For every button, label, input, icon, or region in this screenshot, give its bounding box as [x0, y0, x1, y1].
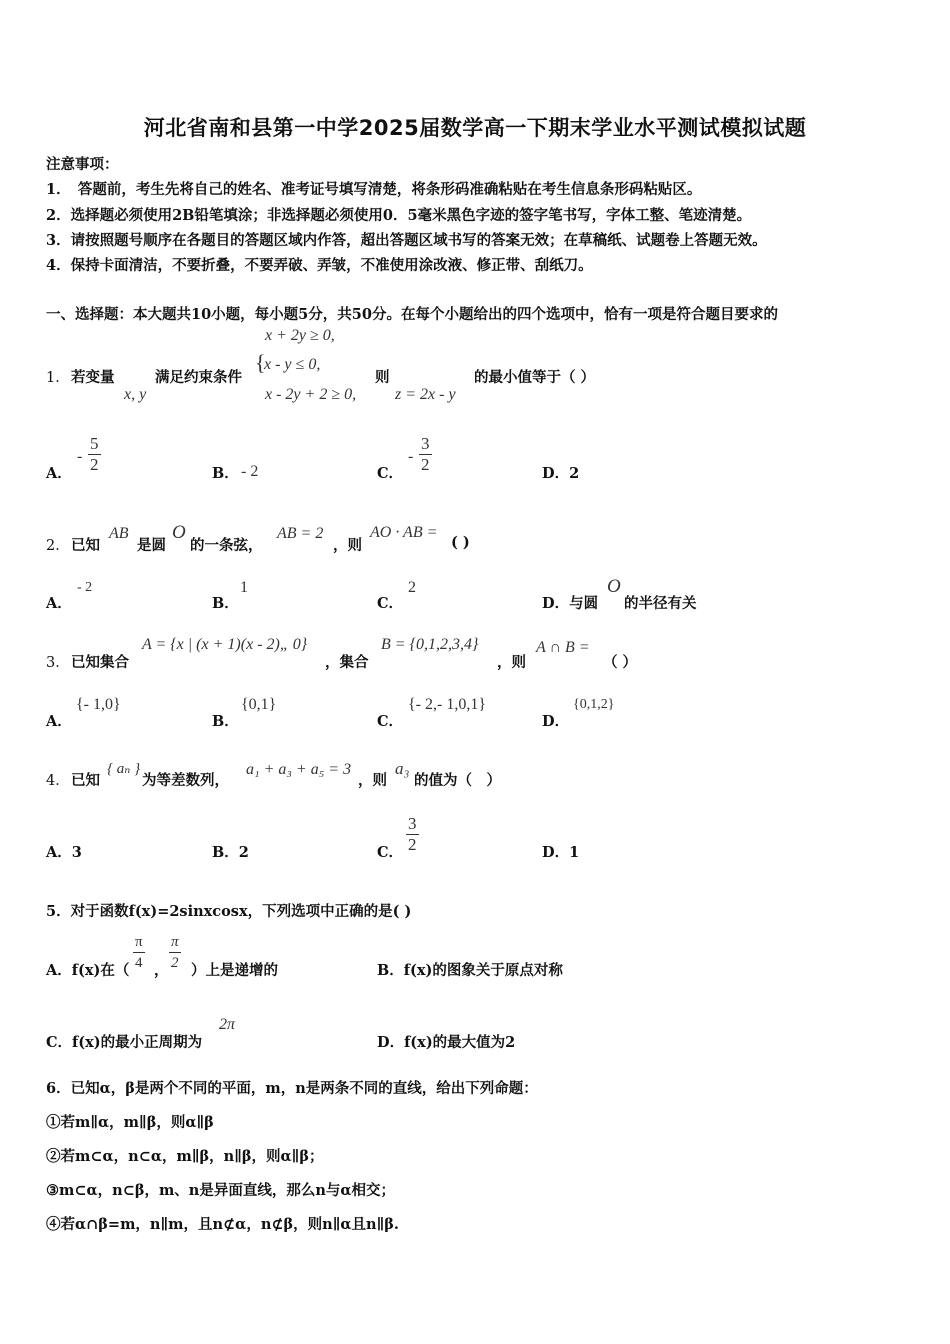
q4-text-1: 已知 [71, 772, 100, 789]
q4-option-c-fraction: $\frac{3}{2}$ [408, 814, 417, 854]
q2-option-a-label: A． [46, 595, 72, 612]
q4-option-b: B．2 [212, 844, 249, 861]
q2-option-d-text: D．与圆 [542, 595, 599, 612]
notice-item-4: 4．保持卡面清洁，不要折叠，不要弄破、弄皱，不准使用涂改液、修正带、刮纸刀。 [46, 257, 593, 274]
q1-option-b-value: - 2 [241, 463, 259, 480]
q1-objective: z = 2x - y [395, 386, 456, 403]
q2-number: 2． [46, 538, 70, 554]
q1-option-d: D．2 [542, 465, 580, 482]
q5-option-a-comma: ， [154, 962, 169, 979]
q3-option-c-value: {- 2,- 1,0,1} [408, 696, 487, 713]
q4-text-2: 为等差数列， [142, 772, 229, 789]
notice-item-2: 2．选择题必须使用2B铅笔填涂；非选择题必须使用0．5毫米黑色字迹的签字笔书写，字体工整、笔迹清楚。 [46, 207, 752, 224]
q3-option-d-value: {0,1,2} [573, 697, 615, 712]
q3-option-c-label: C． [377, 713, 404, 730]
q4-text-4: 的值为（ ） [414, 772, 501, 789]
q2-text-3: 的一条弦， [190, 537, 263, 554]
q2-option-c-value: 2 [408, 579, 416, 596]
q6-proposition-4: ④若α∩β=m，n∥m，且n⊄α，n⊄β，则n∥α且n∥β. [46, 1216, 399, 1233]
q1-vars: x, y [124, 386, 147, 403]
q5-option-a-fraction-1: $\frac{\pi}{4}$ [135, 934, 143, 971]
notice-heading: 注意事项： [46, 156, 119, 173]
q4-sequence: { aₙ } [107, 761, 141, 777]
q3-option-b-label: B． [212, 713, 239, 730]
page-title: 河北省南和县第一中学2025届数学高一下期末学业水平测试模拟试题 [143, 116, 807, 140]
q3-text-1: 已知集合 [71, 654, 129, 671]
q2-equation: AB = 2 [277, 525, 324, 542]
q1-constraint-3: x - 2y + 2 ≥ 0, [265, 386, 357, 403]
q5-option-d: D．f(x)的最大值为2 [377, 1034, 516, 1051]
q3-set-b: B = {0,1,2,3,4} [381, 636, 479, 653]
q4-text-3: ，则 [358, 772, 387, 789]
q2-dot-product: AO · AB = [370, 524, 438, 541]
q1-option-a-fraction: $\frac{5}{2}$ [90, 434, 99, 474]
q1-option-c-sign: - [408, 448, 414, 465]
q4-equation: a₁ + a₃ + a₅ = 3 [246, 761, 352, 778]
q5-option-c-value: 2π [219, 1016, 236, 1033]
q1-option-b-label: B． [212, 465, 239, 482]
q2-option-a-value: - 2 [77, 580, 93, 595]
q6-proposition-2: ②若m⊂α，n⊂α，m∥β，n∥β，则α∥β； [46, 1148, 324, 1165]
q5-option-b: B．f(x)的图象关于原点对称 [377, 962, 563, 979]
q1-constraint-2: x - y ≤ 0, [264, 356, 321, 373]
q2-text-1: 已知 [71, 537, 100, 554]
q1-option-c-fraction: $\frac{3}{2}$ [421, 434, 430, 474]
q3-intersection: A ∩ B = [536, 639, 590, 656]
q2-text-2: 是圆 [137, 537, 166, 554]
q5-option-c: C．f(x)的最小正周期为 [46, 1034, 203, 1051]
q1-text-3: 则 [375, 369, 390, 386]
q1-option-c-label: C． [377, 465, 404, 482]
q1-text-4: 的最小值等于（ ） [474, 369, 596, 386]
q3-number: 3． [46, 655, 70, 671]
q1-text-2: 满足约束条件 [155, 369, 242, 386]
q2-o: O [172, 522, 186, 543]
q5-option-a-post: ）上是递增的 [191, 962, 278, 979]
q3-set-a: A = {x | (x + 1)(x - 2)„ 0} [142, 636, 308, 653]
q4-number: 4． [46, 773, 70, 789]
q2-text-4: ，则 [333, 537, 362, 554]
q2-text-5: ( ) [451, 534, 470, 551]
q3-option-b-value: {0,1} [241, 696, 277, 713]
q5-option-a-fraction-2: $\frac{\pi}{2}$ [171, 934, 179, 971]
q3-text-3: ，则 [497, 654, 526, 671]
q2-option-c-label: C． [377, 595, 404, 612]
notice-item-1: 1． 答题前，考生先将自己的姓名、准考证号填写清楚，将条形码准确粘贴在考生信息条形码粘贴区。 [46, 181, 702, 198]
q6-proposition-3: ③m⊂α，n⊂β，m、n是异面直线，那么n与α相交； [46, 1182, 396, 1199]
q4-option-d: D．1 [542, 844, 580, 861]
q6-proposition-1: ①若m∥α，m∥β，则α∥β [46, 1114, 214, 1131]
q1-text-1: 若变量 [71, 369, 115, 386]
q4-option-a: A．3 [46, 844, 82, 861]
q3-option-a-label: A． [46, 713, 72, 730]
q1-option-a-label: A． [46, 465, 72, 482]
q2-option-b-value: 1 [240, 579, 248, 596]
q6-stem: 6．已知α，β是两个不同的平面，m，n是两条不同的直线，给出下列命题： [46, 1080, 538, 1097]
q1-option-a-sign: - [77, 448, 83, 465]
q2-option-d-o: O [607, 576, 621, 597]
q3-text-4: （ ） [603, 654, 638, 671]
q3-option-a-value: {- 1,0} [76, 696, 121, 713]
q2-ab: AB [109, 525, 129, 542]
q2-option-b-label: B． [212, 595, 239, 612]
q5-stem: 5．对于函数f(x)=2sinxcosx，下列选项中正确的是( ) [46, 903, 412, 920]
q1-constraint-1: x + 2y ≥ 0, [265, 327, 335, 344]
q4-option-c-label: C． [377, 844, 404, 861]
q1-brace: { [255, 350, 266, 375]
q4-a3: a₃ [395, 759, 410, 778]
q1-number: 1． [46, 370, 70, 386]
q2-option-d-tail: 的半径有关 [624, 595, 697, 612]
q5-option-a-pre: A．f(x)在（ [46, 962, 130, 979]
section-heading: 一、选择题：本大题共10小题，每小题5分，共50分。在每个小题给出的四个选项中，恰有一项是符合题目要求的 [46, 306, 778, 323]
notice-item-3: 3．请按照题号顺序在各题目的答题区域内作答，超出答题区域书写的答案无效；在草稿纸、试题卷上答题无效。 [46, 232, 767, 249]
q3-option-d-label: D． [542, 713, 570, 730]
q3-text-2: ，集合 [325, 654, 369, 671]
